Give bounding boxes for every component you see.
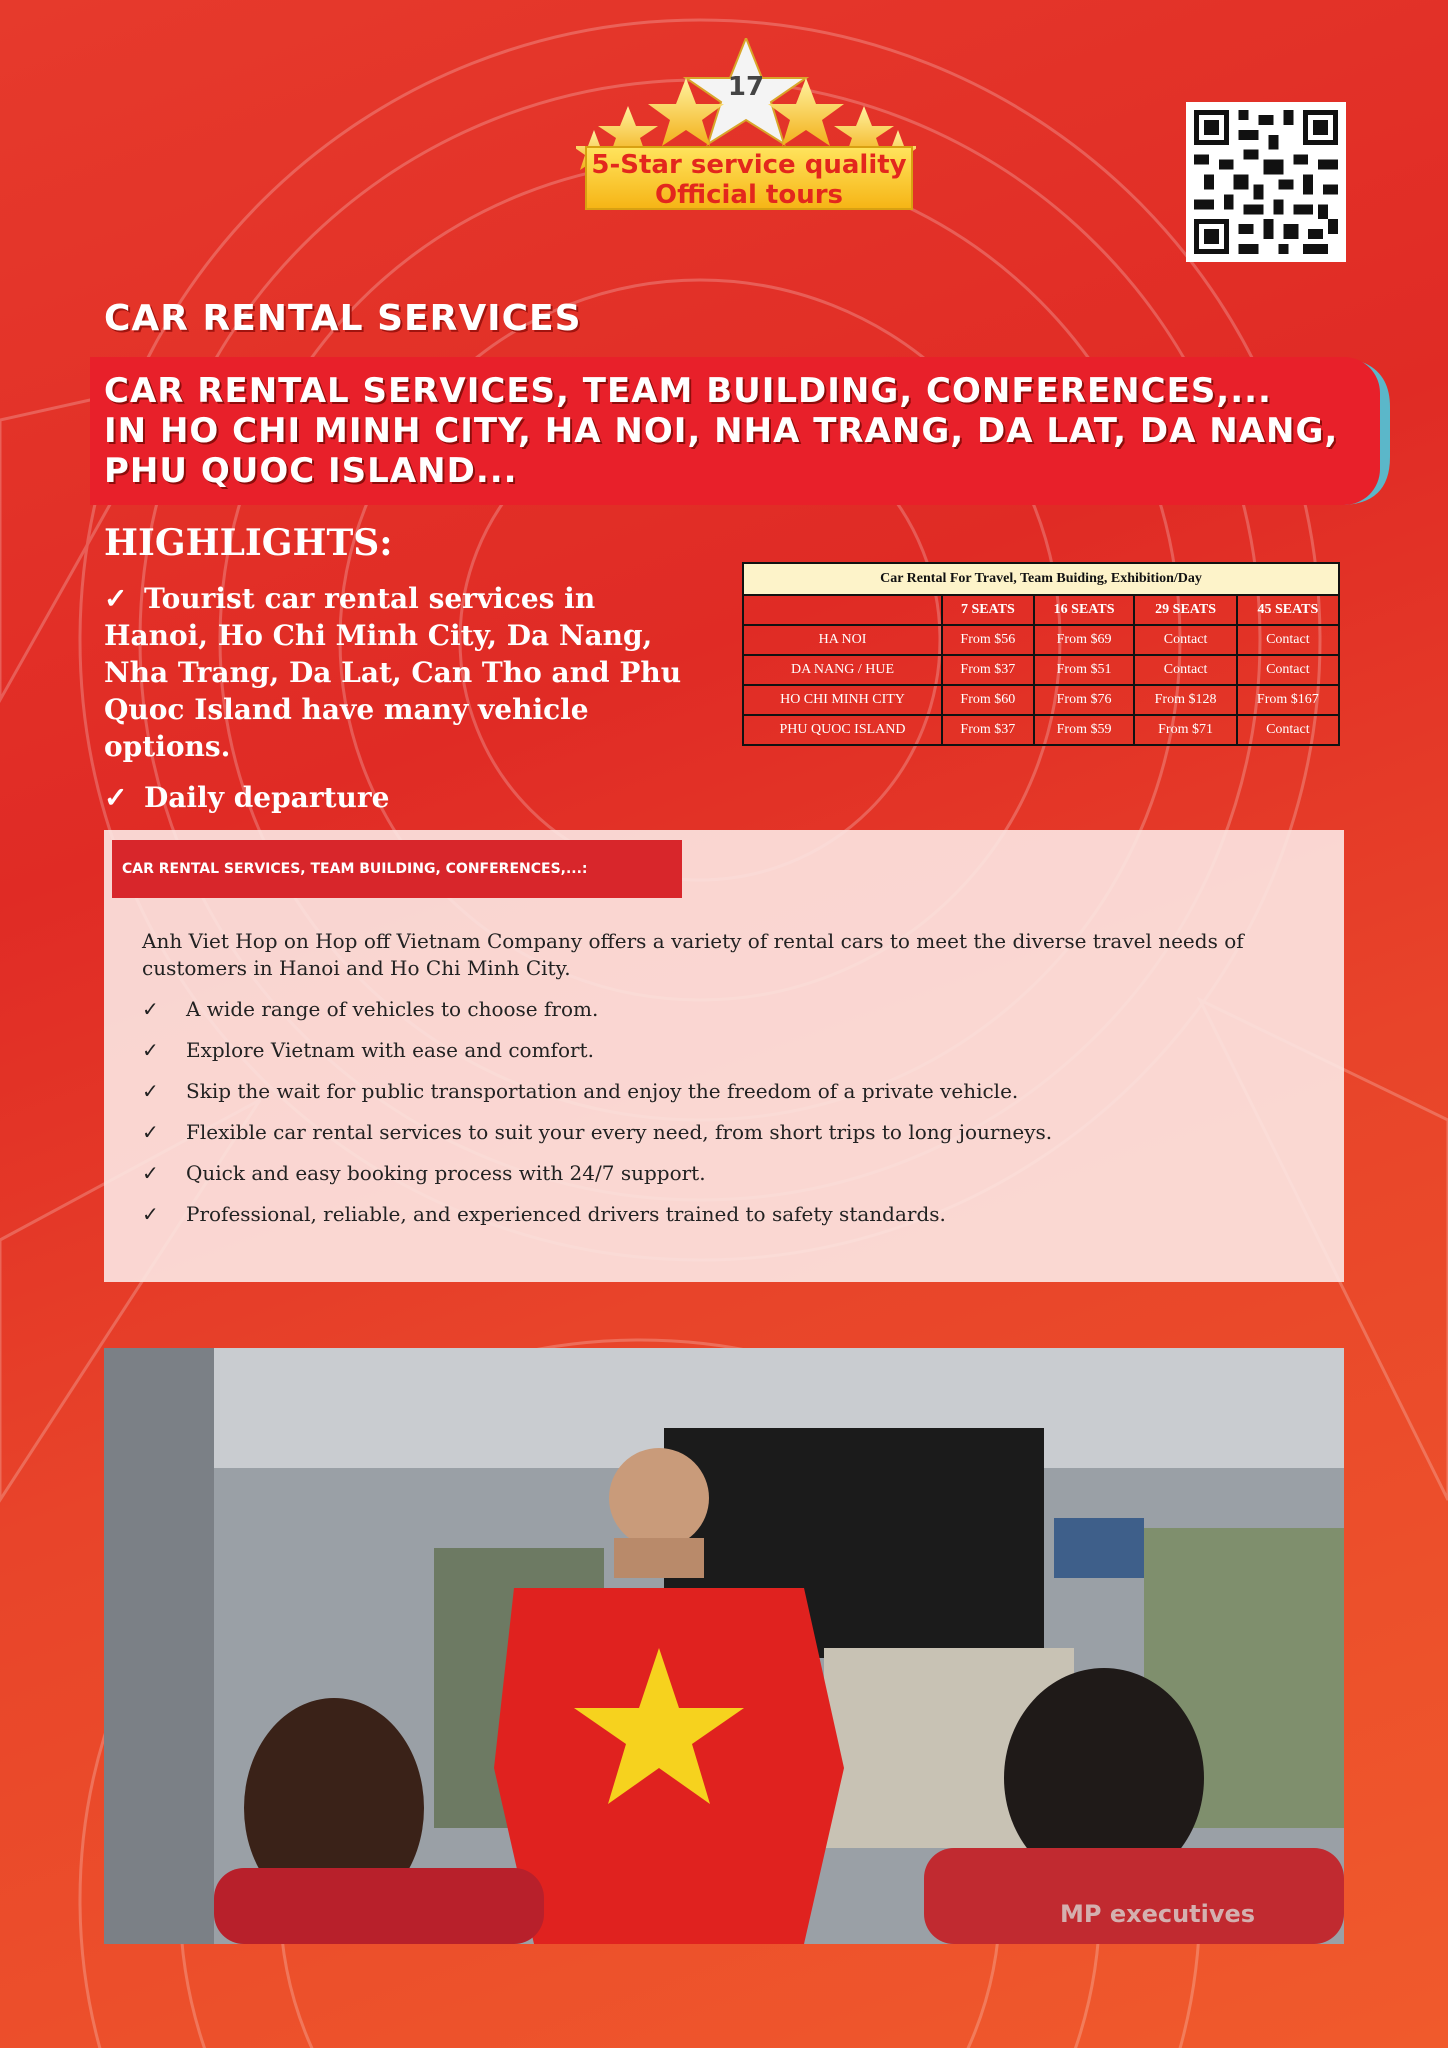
table-header-cell: 7 SEATS <box>942 595 1034 625</box>
check-icon: ✓ <box>142 1079 159 1103</box>
table-header-cell <box>743 595 942 625</box>
table-cell: From $167 <box>1237 685 1339 715</box>
table-cell: Contact <box>1134 625 1236 655</box>
table-row <box>743 685 1339 715</box>
table-cell: From $59 <box>1034 715 1135 745</box>
banner-line-2: IN HO CHI MINH CITY, HA NOI, NHA TRANG, DA LAT, DA NANG, <box>104 411 1339 451</box>
table-cell: From $56 <box>942 625 1034 655</box>
table-header-cell: 16 SEATS <box>1034 595 1135 625</box>
list-item-text: Flexible car rental services to suit your every need, from short trips to long journeys. <box>186 1120 1053 1144</box>
check-icon: ✓ <box>142 1161 159 1185</box>
list-item <box>142 1078 1322 1105</box>
table-cell: HO CHI MINH CITY <box>743 685 942 715</box>
check-icon: ✓ <box>104 582 128 615</box>
table-cell: From $60 <box>942 685 1034 715</box>
table-cell: HA NOI <box>743 625 942 655</box>
check-icon: ✓ <box>142 997 159 1021</box>
table-cell: From $128 <box>1134 685 1236 715</box>
photo-illustration <box>104 1348 1344 1944</box>
table-caption: Car Rental For Travel, Team Buiding, Exhibition/Day <box>743 563 1339 595</box>
list-item-text: Explore Vietnam with ease and comfort. <box>186 1038 594 1062</box>
table-cell: From $71 <box>1134 715 1236 745</box>
badge-line-2: Official tours <box>654 180 844 210</box>
list-item-text: Quick and easy booking process with 24/7 support. <box>186 1161 706 1185</box>
list-item-text: A wide range of vehicles to choose from. <box>186 997 599 1021</box>
table-cell: Contact <box>1237 655 1339 685</box>
headline-banner <box>90 357 1380 505</box>
list-item <box>142 1037 1322 1064</box>
table-cell: Contact <box>1237 715 1339 745</box>
list-item <box>142 1160 1322 1187</box>
banner-line-3: PHU QUOC ISLAND... <box>104 451 518 491</box>
section-title: CAR RENTAL SERVICES <box>104 298 582 339</box>
table-cell: DA NANG / HUE <box>743 655 942 685</box>
car-rental-rate-table <box>742 562 1340 746</box>
list-item <box>142 996 1322 1023</box>
table-row <box>743 625 1339 655</box>
bus-interior-photo <box>104 1348 1344 1944</box>
check-icon: ✓ <box>104 781 128 814</box>
list-item <box>142 1119 1322 1146</box>
table-cell: From $37 <box>942 715 1034 745</box>
table-row <box>743 715 1339 745</box>
banner-line-1: CAR RENTAL SERVICES, TEAM BUILDING, CONFERENCES,... <box>104 371 1272 411</box>
table-cell: Contact <box>1134 655 1236 685</box>
table-cell: From $51 <box>1034 655 1135 685</box>
table-cell: From $69 <box>1034 625 1135 655</box>
table-cell: Contact <box>1237 625 1339 655</box>
check-icon: ✓ <box>142 1202 159 1226</box>
qr-code-icon[interactable] <box>1186 102 1346 262</box>
highlight-item <box>104 779 704 816</box>
list-item-text: Skip the wait for public transportation and enjoy the freedom of a private vehicle. <box>186 1079 1019 1103</box>
list-item <box>142 1201 1322 1228</box>
highlights-title: HIGHLIGHTS: <box>104 522 393 564</box>
table-header-row <box>743 595 1339 625</box>
highlight-item <box>104 580 704 765</box>
check-icon: ✓ <box>142 1120 159 1144</box>
table-row <box>743 655 1339 685</box>
highlight-text: Tourist car rental services in Hanoi, Ho Chi Minh City, Da Nang, Nha Trang, Da Lat, Can Tho and Phu Quoc Island have many vehicle options. <box>104 582 682 763</box>
highlight-text: Daily departure <box>144 781 390 814</box>
info-intro: Anh Viet Hop on Hop off Vietnam Company offers a variety of rental cars to meet the diverse travel needs of customers in Hanoi and Ho Chi Minh City. <box>142 929 1244 980</box>
table-header-cell: 45 SEATS <box>1237 595 1339 625</box>
table-cell: From $37 <box>942 655 1034 685</box>
info-feature-list <box>142 996 1322 1228</box>
photo-watermark: MP executives <box>1060 1900 1256 1928</box>
table-cell: PHU QUOC ISLAND <box>743 715 942 745</box>
quality-badge-label <box>585 146 913 210</box>
info-panel-tab: CAR RENTAL SERVICES, TEAM BUILDING, CONFERENCES,...: <box>112 840 682 898</box>
page-number: 17 <box>727 72 765 102</box>
info-panel-body <box>142 928 1322 1242</box>
check-icon: ✓ <box>142 1038 159 1062</box>
table-header-cell: 29 SEATS <box>1134 595 1236 625</box>
table-cell: From $76 <box>1034 685 1135 715</box>
list-item-text: Professional, reliable, and experienced drivers trained to safety standards. <box>186 1202 946 1226</box>
highlights-list <box>104 580 704 830</box>
badge-line-1: 5-Star service quality <box>591 150 907 180</box>
